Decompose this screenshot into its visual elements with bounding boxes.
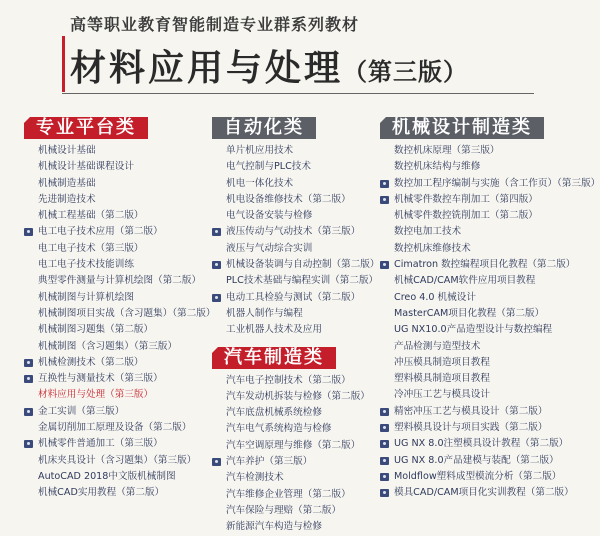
book-list-item [212, 241, 380, 257]
book-title-text: 机电设备维修技术（第二版） [226, 193, 351, 205]
book-title-text: 机械工程基础（第二版） [38, 210, 144, 222]
book-list-item [212, 273, 380, 289]
book-title-text: 材料应用与处理（第三版） [38, 389, 154, 401]
book-list-item [212, 176, 380, 192]
cd-disc-icon [24, 359, 33, 367]
book-title-text: 互换性与测量技术（第三版） [38, 373, 163, 385]
book-title-text: MasterCAM项目化教程（第二版） [394, 307, 545, 319]
book-list [212, 143, 380, 339]
book-title-text: 数控电加工技术 [394, 226, 462, 238]
book-list-item [380, 355, 600, 371]
book-title-text: 先进制造技术 [38, 193, 96, 205]
book-list [212, 373, 380, 536]
book-title-text: 电气设备安装与检修 [226, 210, 313, 222]
cd-disc-icon [380, 180, 389, 188]
book-list-item [212, 454, 380, 470]
book-title-text: 冲压模具制造项目教程 [394, 356, 490, 368]
book-list [380, 143, 600, 502]
book-title-text: 机床夹具设计（含习题集）（第三版） [38, 454, 197, 466]
book-list-item [24, 176, 215, 192]
book-title-text: 冷冲压工艺与模具设计 [394, 389, 490, 401]
book-list-item [380, 453, 600, 469]
book-list [24, 143, 215, 502]
book-list-item [212, 143, 380, 159]
book-list-item [212, 503, 380, 519]
book-list-item [212, 257, 380, 273]
book-title-text: Moldflow塑料成型模流分析（第二版） [394, 470, 562, 482]
book-list-item [380, 322, 600, 338]
book-title-text: 汽车电子控制技术（第二版） [226, 374, 351, 386]
book-title-text: 工业机器人技术及应用 [226, 324, 322, 336]
cd-disc-icon [212, 458, 221, 466]
column-1 [24, 117, 215, 502]
book-title-text: 汽车检测技术 [226, 472, 284, 484]
book-list-item [380, 485, 600, 501]
book-title-text: 金工实训（第三版） [38, 405, 125, 417]
book-list-item [380, 176, 600, 192]
book-title-text: Cimatron 数控编程项目化教程（第二版） [394, 259, 576, 271]
cd-disc-icon [380, 196, 389, 204]
book-title-text: 机械制图与计算机绘图 [38, 291, 134, 303]
cd-disc-icon [212, 228, 221, 236]
book-title-text: 数控机床原理（第三版） [394, 145, 500, 156]
cd-disc-icon [24, 440, 33, 448]
book-list-item [380, 339, 600, 355]
cd-disc-icon [380, 489, 389, 497]
book-list-item [24, 257, 215, 273]
book-list-item [212, 405, 380, 421]
book-edition: （第三版） [343, 57, 469, 86]
book-title-text: AutoCAD 2018中文版机械制图 [38, 470, 176, 482]
book-list-item [380, 371, 600, 387]
book-title-text: 精密冲压工艺与模具设计（第二版） [394, 405, 548, 417]
cd-disc-icon [24, 408, 33, 416]
book-list-item [212, 438, 380, 454]
section-header: 汽车制造类 [212, 347, 336, 369]
cd-disc-icon [212, 261, 221, 269]
book-title-text: 电动工具检验与测试（第二版） [226, 291, 361, 303]
book-title-text: 电工电子技术应用（第二版） [38, 226, 163, 238]
book-list-item [24, 387, 215, 403]
book-list-item [24, 453, 215, 469]
book-title-text: 新能源汽车构造与检修 [226, 521, 322, 533]
book-list-item [212, 192, 380, 208]
book-title-text: UG NX10.0产品造型设计与数控编程 [394, 324, 553, 336]
book-list-item [24, 224, 215, 240]
book-title-text: 机械设计基础课程设计 [38, 161, 134, 173]
book-list-item [380, 306, 600, 322]
book-list-item [380, 290, 600, 306]
book-title-text: 机械零件普通加工（第三版） [38, 438, 163, 450]
book-list-item [212, 421, 380, 437]
book-title-text: 汽车发动机拆装与检修（第二版） [226, 390, 370, 402]
book-title-text: 电工电子技术（第三版） [38, 242, 144, 254]
section-header: 自动化类 [212, 117, 316, 139]
book-title-text: 汽车保险与理赔（第二版） [226, 504, 342, 516]
column-3 [380, 117, 600, 502]
book-list-item [24, 371, 215, 387]
book-title-text: 机械CAD/CAM软件应用项目教程 [394, 275, 536, 287]
book-title-text: 汽车电气系统构造与检修 [226, 423, 332, 435]
book-title-text: 汽车养护（第三版） [226, 456, 313, 468]
book-title-text: 机械制图习题集（第二版） [38, 324, 154, 336]
cd-disc-icon [380, 473, 389, 481]
book-title-text: 数控机床结构与维修 [394, 161, 481, 173]
book-list-item [212, 470, 380, 486]
book-title-text: 机械零件数控车削加工（第四版） [394, 193, 538, 205]
book-title-text: 材料应用与处理 [70, 47, 344, 89]
book-title-text: 金属切削加工原理及设备（第二版） [38, 422, 192, 434]
book-title-text: 典型零件测量与计算机绘图（第二版） [38, 275, 202, 287]
book-list-item [24, 339, 215, 355]
book-list-item [24, 322, 215, 338]
book-list-item [380, 208, 600, 224]
book-title-text: 机械制图项目实战（含习题集）（第二版） [38, 307, 216, 319]
book-list-item [24, 208, 215, 224]
book-title-text: 电工电子技术技能训练 [38, 259, 134, 271]
column-2 [212, 117, 380, 536]
book-list-item [24, 143, 215, 159]
book-list-item [24, 420, 215, 436]
book-title-text: 塑料模具设计与项目实践（第二版） [394, 422, 548, 434]
book-title-text: 机电一体化技术 [226, 177, 294, 189]
cd-disc-icon [24, 228, 33, 236]
book-list-item [380, 143, 600, 159]
book-list-item [212, 487, 380, 503]
cd-disc-icon [380, 261, 389, 269]
book-title-text: UG NX 8.0注塑模具设计教程（第二版） [394, 438, 569, 450]
book-title-text: 机械设计基础 [38, 145, 96, 156]
book-title-text: 单片机应用技术 [226, 145, 294, 156]
cd-disc-icon [380, 440, 389, 448]
book-list-item [380, 420, 600, 436]
book-title-text: 产品检测与造型技术 [394, 340, 481, 352]
book-list-item [380, 159, 600, 175]
title-accent-bar [62, 36, 65, 92]
section-header: 专业平台类 [24, 117, 148, 139]
book-title-text: 液压传动与气动技术（第三版） [226, 226, 361, 238]
book-title-text: 机器人制作与编程 [226, 307, 303, 319]
book-title [70, 40, 468, 91]
book-list-item [212, 159, 380, 175]
book-title-text: 机械设备装调与自动控制（第二版） [226, 259, 380, 271]
book-list-item [212, 290, 380, 306]
book-list-item [380, 404, 600, 420]
book-list-item [24, 241, 215, 257]
book-title-text: 电气控制与PLC技术 [226, 161, 311, 173]
book-title-text: 模具CAD/CAM项目化实训教程（第二版） [394, 487, 574, 499]
book-title-text: 数控机床维修技术 [394, 242, 471, 254]
cd-disc-icon [380, 457, 389, 465]
book-title-text: 机械CAD实用教程（第二版） [38, 487, 165, 499]
book-title-text: 数控加工程序编制与实施（含工作页）（第三版） [394, 177, 600, 189]
book-list-item [24, 306, 215, 322]
book-title-text: 汽车维修企业管理（第二版） [226, 488, 351, 500]
book-list-item [380, 387, 600, 403]
cd-disc-icon [24, 375, 33, 383]
book-title-text: 液压与气动综合实训 [226, 242, 313, 254]
book-title-text: 汽车底盘机械系统检修 [226, 407, 322, 419]
book-list-item [24, 192, 215, 208]
book-list-item [24, 273, 215, 289]
book-list-item [212, 373, 380, 389]
book-list-item [24, 355, 215, 371]
book-title-text: PLC技术基础与编程实训（第二版） [226, 275, 379, 287]
book-list-item [24, 469, 215, 485]
book-list-item [380, 436, 600, 452]
book-list-item [212, 306, 380, 322]
book-list-item [24, 290, 215, 306]
book-title-text: 塑料模具制造项目教程 [394, 373, 490, 385]
book-list-item [24, 436, 215, 452]
book-list-item [212, 224, 380, 240]
cd-disc-icon [380, 408, 389, 416]
book-title-text: 机械制造基础 [38, 177, 96, 189]
book-title-text: 机械检测技术（第二版） [38, 356, 144, 368]
book-list-item [380, 469, 600, 485]
book-title-text: 汽车空调原理与维修（第二版） [226, 439, 361, 451]
book-list-item [24, 404, 215, 420]
book-list-item [212, 389, 380, 405]
book-title-text: 机械制图（含习题集）（第三版） [38, 340, 178, 352]
book-list-item [380, 273, 600, 289]
section-header: 机械设计制造类 [380, 117, 544, 139]
series-name: 高等职业教育智能制造专业群系列教材 [70, 15, 360, 34]
book-title-text: UG NX 8.0产品建模与装配（第二版） [394, 454, 559, 466]
book-list-item [380, 224, 600, 240]
book-list-item [212, 322, 380, 338]
book-list-item [24, 485, 215, 501]
book-list-item [212, 519, 380, 535]
book-list-item [212, 208, 380, 224]
book-title-text: Creo 4.0 机械设计 [394, 291, 476, 303]
book-list-item [380, 257, 600, 273]
book-list-item [24, 159, 215, 175]
book-list-item [380, 192, 600, 208]
cd-disc-icon [212, 294, 221, 302]
book-list-item [380, 241, 600, 257]
title-divider [62, 93, 534, 94]
cd-disc-icon [380, 424, 389, 432]
book-title-text: 机械零件数控铣削加工（第二版） [394, 210, 538, 222]
